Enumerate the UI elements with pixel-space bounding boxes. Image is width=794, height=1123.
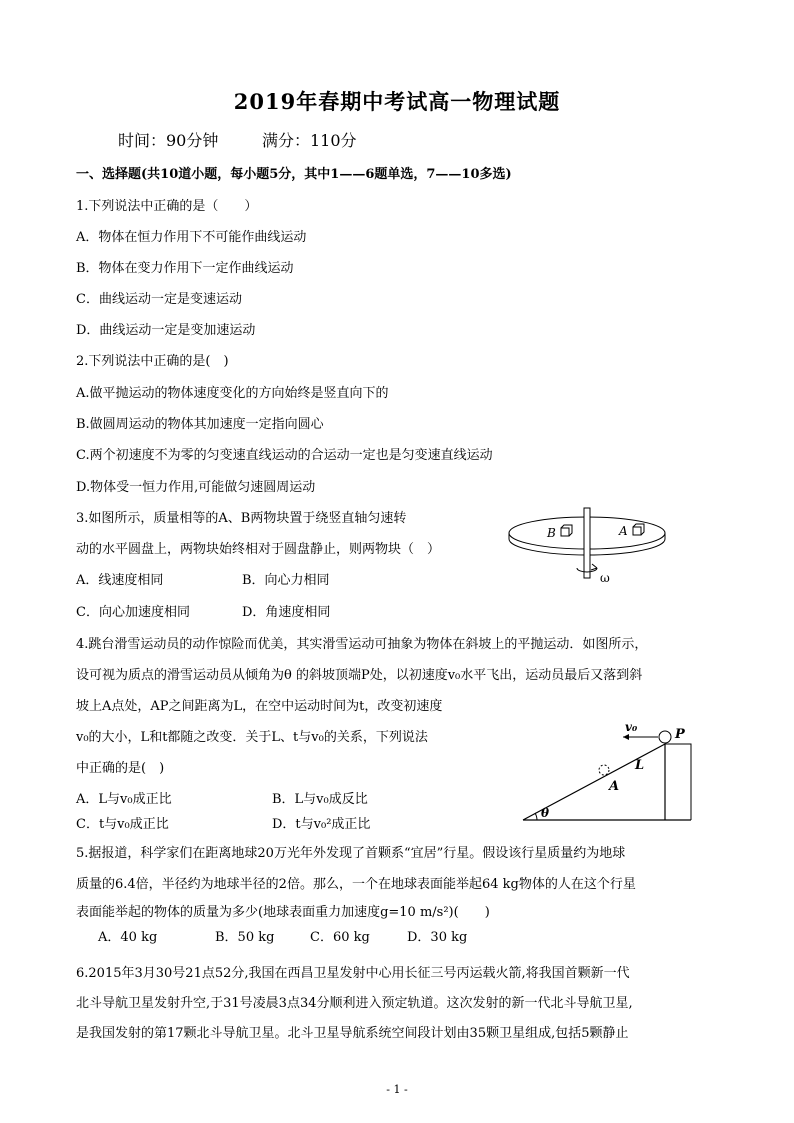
q1-stem: 1.下列说法中正确的是（ ） [76, 199, 258, 214]
q4-line-3: 坡上A点处，AP之间距离为L，在空中运动时间为t，改变初速度 [76, 699, 443, 714]
q5-option-b: B．50 kg [215, 930, 275, 945]
q3-option-a: A．线速度相同 [76, 573, 164, 588]
q4-line-5: 中正确的是( ) [76, 761, 165, 776]
q3-option-b: B．向心力相同 [242, 573, 330, 588]
q1-option-a: A．物体在恒力作用下不可能作曲线运动 [76, 230, 307, 245]
q4-option-a: A．L与v₀成正比 [76, 792, 172, 807]
exam-full-score: 满分：110分 [262, 131, 357, 150]
angle-arc [535, 813, 537, 820]
q5-line-1: 5.据报道，科学家们在距离地球20万光年外发现了首颗系“宜居”行星。假设该行星质量约为地球 [76, 846, 626, 861]
page-title: 2019年春期中考试高一物理试题 [233, 89, 561, 114]
q3-stem-line-1: 3.如图所示，质量相等的A、B两物块置于绕竖直轴匀速转 [76, 511, 407, 526]
label-theta: θ [541, 806, 550, 820]
q1-option-b: B．物体在变力作用下一定作曲线运动 [76, 261, 294, 276]
q5-option-d: D．30 kg [407, 930, 468, 945]
q5-option-a: A．40 kg [98, 930, 158, 945]
q2-option-a: A.做平抛运动的物体速度变化的方向始终是竖直向下的 [76, 386, 389, 401]
label-a: A [609, 779, 620, 794]
ground-hatching [665, 744, 691, 820]
q4-line-4: v₀的大小，L和t都随之改变．关于L、t与v₀的关系，下列说法 [76, 730, 428, 745]
q1-option-d: D．曲线运动一定是变加速运动 [76, 323, 256, 338]
q6-line-3: 是我国发射的第17颗北斗导航卫星。北斗卫星导航系统空间段计划由35颗卫星组成,包括5颗静止 [76, 1026, 629, 1041]
label-omega: ω [600, 571, 610, 585]
q1-option-c: C．曲线运动一定是变速运动 [76, 292, 242, 307]
q3-option-c: C．向心加速度相同 [76, 605, 190, 620]
axle [584, 508, 590, 578]
label-l: L [635, 758, 645, 773]
q4-line-1: 4.跳台滑雪运动员的动作惊险而优美，其实滑雪运动可抽象为物体在斜坡上的平抛运动．如图所示， [76, 637, 648, 652]
q4-option-c: C．t与v₀成正比 [76, 817, 169, 832]
q5-line-3: 表面能举起的物体的质量为多少(地球表面重力加速度g=10 m/s²)( ) [76, 905, 490, 920]
q3-rotating-disk-figure [505, 506, 670, 586]
q2-option-d: D.物体受一恒力作用,可能做匀速圆周运动 [76, 480, 316, 495]
q2-stem: 2.下列说法中正确的是( ) [76, 354, 229, 369]
q6-line-2: 北斗导航卫星发射升空,于31号凌晨3点34分顺利进入预定轨道。这次发射的新一代北斗导航卫星, [76, 996, 633, 1011]
label-v0: v₀ [625, 720, 638, 734]
q5-option-c: C．60 kg [310, 930, 370, 945]
q4-option-d: D．t与v₀²成正比 [272, 817, 371, 832]
ball-p [659, 731, 671, 743]
label-p: P [675, 727, 685, 742]
q2-option-c: C.两个初速度不为零的匀变速直线运动的合运动一定也是匀变速直线运动 [76, 448, 493, 463]
q3-option-d: D．角速度相同 [242, 605, 331, 620]
page-number: - 1 - [386, 1083, 408, 1096]
q5-line-2: 质量的6.4倍，半径约为地球半径的2倍。那么，一个在地球表面能举起64 kg物体的人在这个行星 [76, 877, 636, 892]
exam-time: 时间：90分钟 [118, 131, 219, 150]
q4-ski-slope-figure [515, 718, 715, 828]
q6-line-1: 6.2015年3月30号21点52分,我国在西昌卫星发射中心用长征三号丙运载火箭,将我国首颗新一代 [76, 966, 630, 981]
block-a [633, 527, 641, 535]
q4-line-2: 设可视为质点的滑雪运动员从倾角为θ 的斜坡顶端P处，以初速度v₀水平飞出，运动员最后又落到斜 [76, 668, 643, 683]
q4-option-b: B．L与v₀成反比 [272, 792, 368, 807]
label-b: B [547, 526, 556, 540]
q2-option-b: B.做圆周运动的物体其加速度一定指向圆心 [76, 417, 324, 432]
section-heading: 一、选择题(共10道小题，每小题5分，其中1——6题单选，7——10多选) [76, 167, 512, 182]
block-b [561, 528, 569, 536]
q3-stem-line-2: 动的水平圆盘上，两物块始终相对于圆盘静止，则两物块（ ） [76, 542, 441, 557]
label-a: A [619, 524, 628, 538]
ball-a [599, 765, 609, 775]
